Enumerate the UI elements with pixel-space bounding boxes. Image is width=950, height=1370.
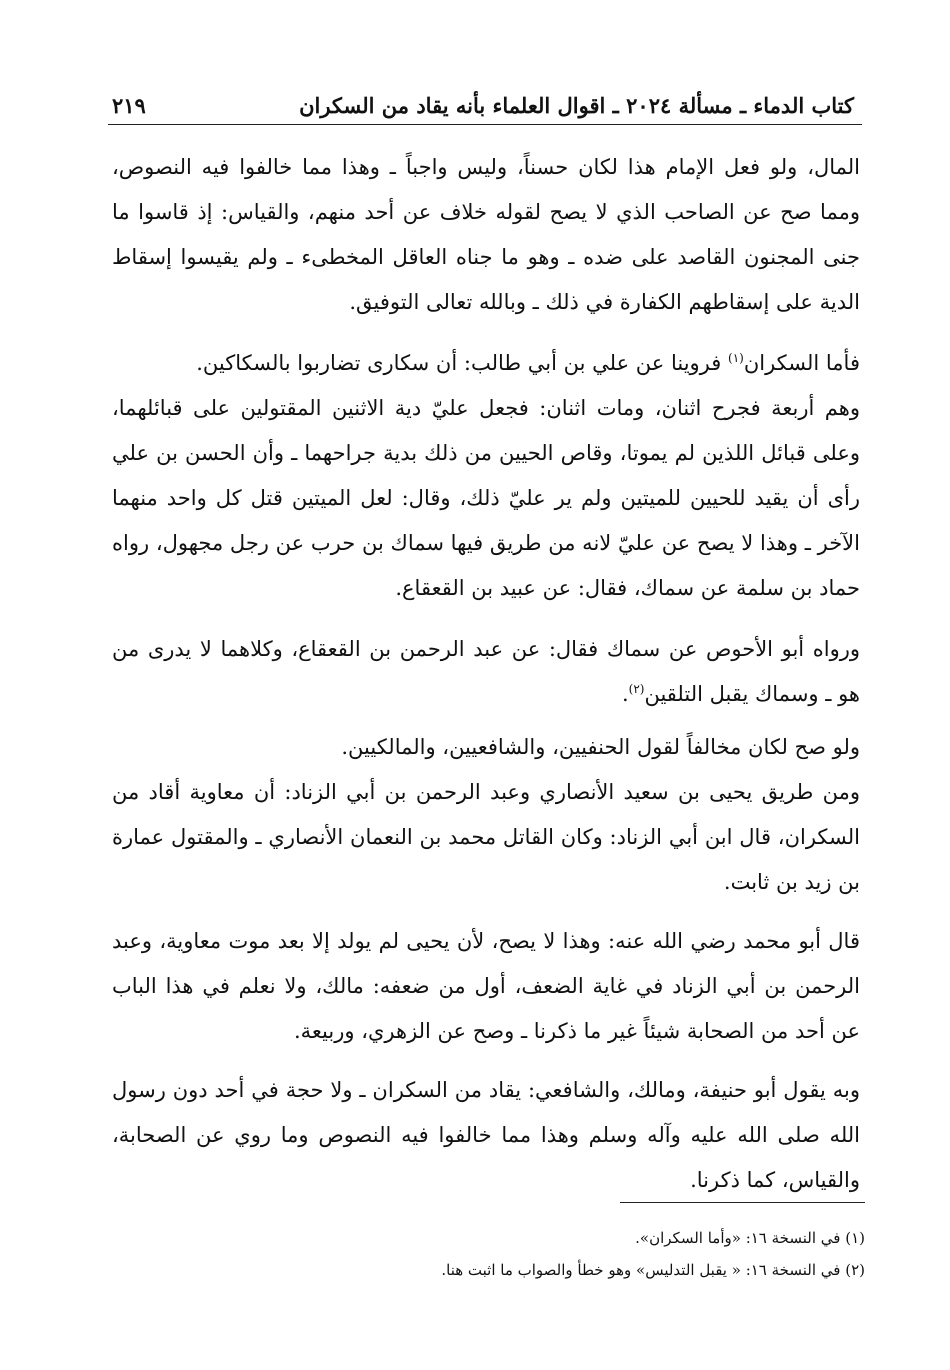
paragraph: المال، ولو فعل الإمام هذا لكان حسناً، وليس واجباً ـ وهذا مما خالفوا فيه النصوص، ومما صح عن الصاحب الذي لا يصح لقوله خلاف عن أحد منهم، والقياس: إذ قاسوا ما جنى المجنون القاصد على ضده ـ وهو ما جناه العاقل المخطىء ـ ولم يقيسوا إسقاط الدية على إسقاطهم الكفارة في ذلك ـ وبالله تعالى التوفيق. (112, 155, 860, 314)
paragraph: وبه يقول أبو حنيفة، ومالك، والشافعي: يقاد من السكران ـ ولا حجة في أحد دون رسول الله صلى الله عليه وآله وسلم وهذا مما خالفوا فيه النصوص وما روي عن الصحابة، والقياس، كما ذكرنا. (112, 1078, 860, 1192)
footnotes (120, 1222, 865, 1286)
header-title: كتاب الدماء ـ مسألة ٢٠٢٤ ـ اقوال العلماء بأنه يقاد من السكران (299, 93, 854, 118)
paragraph: وهم أربعة فجرح اثنان، ومات اثنان: فجعل عليّ دية الاثنين المقتولين على قبائلهما، وعلى قبائل اللذين لم يموتا، وقاص الحيين من ذلك بدية جراحهما ـ وأن الحسن بن علي رأى أن يقيد للحيين للميتين ولم ير عليّ ذلك، وقال: لعل الميتين قتل كل واحد منهما الآخر ـ وهذا لا يصح عن عليّ لانه من طريق فيها سماك بن حرب عن رجل مجهول، رواه حماد بن سلمة عن سماك، فقال: عن عبيد بن القعقاع. (112, 396, 860, 600)
footnote-ref-1: (١) (728, 351, 744, 365)
paragraph: قال أبو محمد رضي الله عنه: وهذا لا يصح، لأن يحيى لم يولد إلا بعد موت معاوية، وعبد الرحمن بن أبي الزناد في غاية الضعف، أول من ضعفه: مالك، ولا نعلم في هذا الباب عن أحد من الصحابة شيئاً غير ما ذكرنا ـ وصح عن الزهري، وربيعة. (112, 929, 860, 1043)
paragraph: ولو صح لكان مخالفاً لقول الحنفيين، والشافعيين، والمالكيين. (341, 735, 860, 759)
page-number: ٢١٩ (112, 93, 146, 118)
footnote-divider (620, 1202, 865, 1203)
main-text (112, 145, 860, 1203)
paragraph-text: فروينا عن علي بن أبي طالب: أن سكارى تضاربوا بالسكاكين. (196, 351, 728, 375)
header-divider (108, 124, 862, 125)
paragraph-ahwas (112, 627, 860, 717)
footnote: (٢) في النسخة ١٦: « يقبل التدليس» وهو خطأ والصواب ما اثبت هنا. (441, 1261, 865, 1279)
paragraph-sakran (112, 341, 860, 386)
footnote: (١) في النسخة ١٦: «وأما السكران». (635, 1229, 865, 1247)
paragraph-text: ورواه أبو الأحوص عن سماك فقال: عن عبد الرحمن بن القعقاع، وكلاهما لا يدرى من هو ـ وسماك يقبل التلقين (112, 637, 860, 706)
paragraph-text: . (621, 682, 629, 706)
footnote-ref-2: (٢) (628, 682, 645, 696)
running-header (112, 78, 854, 118)
paragraph-text: فأما السكران (743, 351, 860, 375)
paragraph: ومن طريق يحيى بن سعيد الأنصاري وعبد الرحمن بن أبي الزناد: أن معاوية أقاد من السكران، قال ابن أبي الزناد: وكان القاتل محمد بن النعمان الأنصاري ـ والمقتول عمارة بن زيد بن ثابت. (112, 780, 860, 894)
